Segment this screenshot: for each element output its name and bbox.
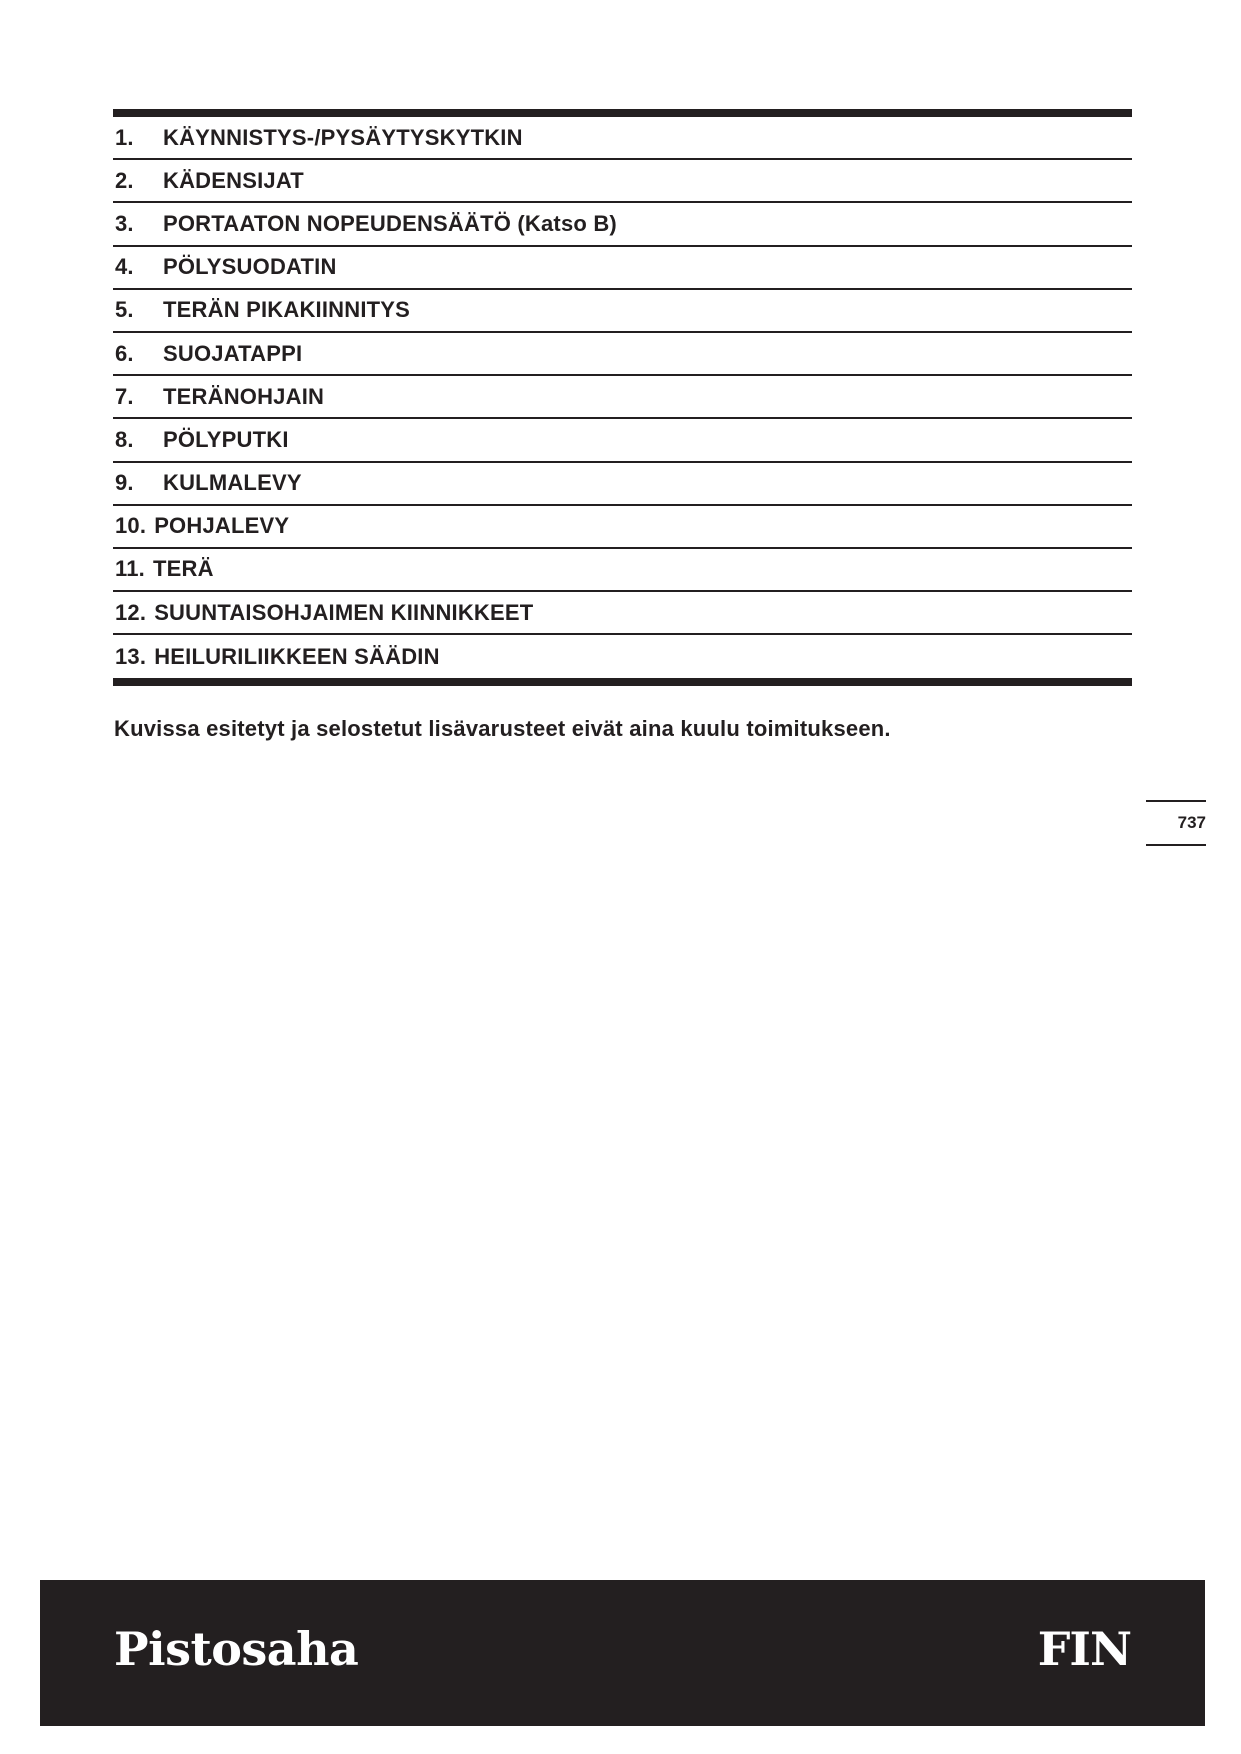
part-number: 2.	[115, 167, 134, 193]
part-label: SUOJATAPPI	[163, 340, 303, 366]
footer-bar	[40, 1580, 1205, 1726]
part-label: KULMALEVY	[163, 470, 302, 496]
part-row	[113, 333, 1132, 376]
part-label: SUUNTAISOHJAIMEN KIINNIKKEET	[154, 599, 534, 625]
part-row	[113, 463, 1132, 506]
page-number: 737	[1146, 800, 1206, 846]
part-row	[113, 160, 1132, 203]
part-row	[113, 376, 1132, 419]
part-row	[113, 419, 1132, 462]
part-number: 11.	[115, 556, 145, 582]
part-row	[113, 290, 1132, 333]
part-label: POHJALEVY	[154, 513, 290, 539]
part-label: TERÄN PIKAKIINNITYS	[163, 297, 411, 323]
part-number: 7.	[115, 383, 134, 409]
part-label: PÖLYSUODATIN	[163, 254, 337, 280]
part-row	[113, 506, 1132, 549]
part-number: 12.	[115, 599, 147, 625]
part-row	[113, 592, 1132, 635]
part-number: 13.	[115, 643, 147, 669]
part-row	[113, 549, 1132, 592]
part-number: 10.	[115, 513, 147, 539]
part-row	[113, 203, 1132, 246]
part-row	[113, 247, 1132, 290]
part-label: HEILURILIIKKEEN SÄÄDIN	[154, 643, 440, 669]
part-number: 3.	[115, 210, 134, 236]
part-label: TERÄNOHJAIN	[163, 383, 325, 409]
part-label: PÖLYPUTKI	[163, 426, 289, 452]
part-number: 8.	[115, 426, 134, 452]
parts-list	[113, 109, 1132, 686]
part-number: 9.	[115, 470, 134, 496]
part-number: 6.	[115, 340, 134, 366]
part-row	[113, 635, 1132, 678]
part-number: 1.	[115, 124, 134, 150]
part-label: TERÄ	[152, 556, 214, 582]
footer-language: FIN	[1037, 1622, 1131, 1676]
footer-title: Pistosaha	[114, 1622, 359, 1676]
part-number: 4.	[115, 254, 134, 280]
part-label: KÄDENSIJAT	[163, 167, 304, 193]
part-label: KÄYNNISTYS-/PYSÄYTYSKYTKIN	[163, 124, 523, 150]
part-number: 5.	[115, 297, 134, 323]
part-row	[113, 117, 1132, 160]
part-label: PORTAATON NOPEUDENSÄÄTÖ (Katso B)	[163, 210, 617, 236]
accessories-note: Kuvissa esitetyt ja selostetut lisävarusteet eivät aina kuulu toimitukseen.	[114, 716, 891, 741]
